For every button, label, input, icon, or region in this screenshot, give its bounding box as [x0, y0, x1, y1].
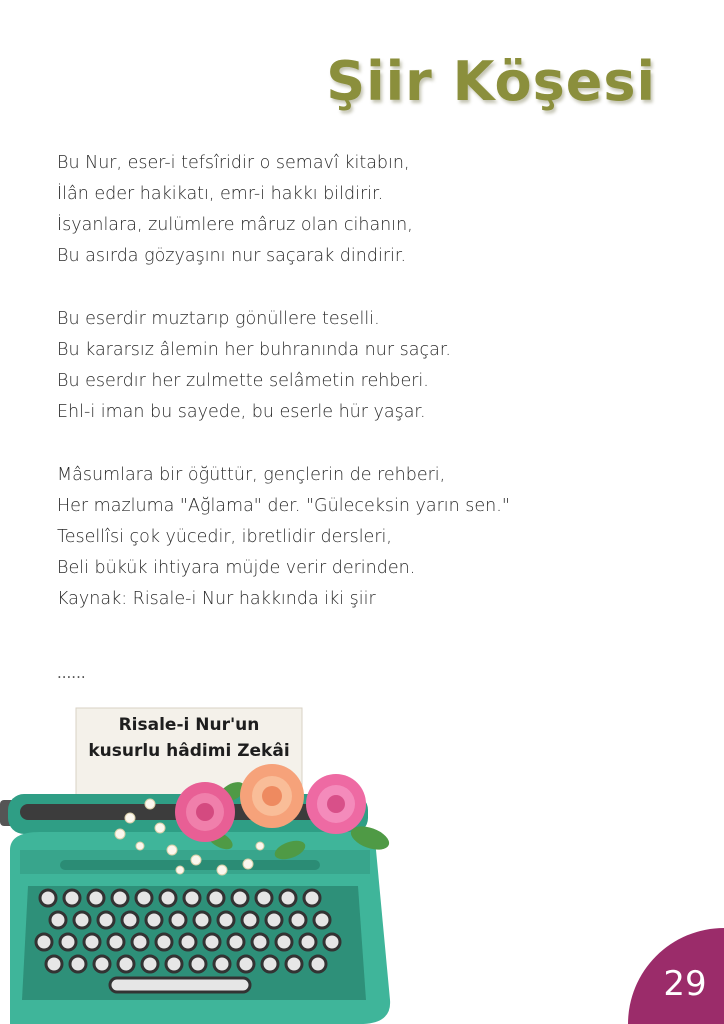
- page-number: 29: [663, 964, 707, 1004]
- page-title: Şiir Köşesi: [326, 50, 656, 113]
- poem-line: İsyanlara, zulümlere mâruz olan cihanın,: [57, 215, 413, 235]
- rose-center: [240, 764, 304, 828]
- poem-line: Ehl-i iman bu sayede, bu eserle hür yaşar.: [57, 402, 426, 422]
- rose-right: [306, 774, 366, 834]
- paper-caption-line: kusurlu hâdimi Zekâi: [88, 741, 290, 761]
- poem-line: Beli bükük ihtiyara müjde verir derinden.: [57, 558, 416, 578]
- poem: [57, 148, 677, 647]
- paper-caption: [76, 712, 302, 764]
- source-line: Kaynak: Risale-i Nur hakkında iki şiir: [57, 589, 376, 609]
- poem-line: Bu eserdir muztarıp gönüllere teselli.: [57, 309, 380, 329]
- poem-line: Mâsumlara bir öğüttür, gençlerin de rehberi,: [57, 465, 446, 485]
- stanza-2: [57, 304, 677, 428]
- poem-line: Bu Nur, eser-i tefsîridir o semavî kitabın,: [57, 153, 410, 173]
- poem-line: İlân eder hakikatı, emr-i hakkı bildirir.: [57, 184, 384, 204]
- ellipsis: ......: [57, 664, 86, 682]
- space-bar: [110, 978, 250, 992]
- stanza-1: [57, 148, 677, 272]
- paper-caption-line: Risale-i Nur'un: [118, 715, 260, 735]
- stanza-3: [57, 460, 677, 615]
- poem-line: Bu asırda gözyaşını nur saçarak dindirir.: [57, 246, 407, 266]
- poem-line: Tesellîsi çok yücedir, ibretlidir dersleri,: [57, 527, 392, 547]
- rose-left: [175, 782, 235, 842]
- poem-line: Her mazluma "Ağlama" der. "Güleceksin yarın sen.": [57, 496, 510, 516]
- poem-line: Bu eserdır her zulmette selâmetin rehberi.: [57, 371, 429, 391]
- poem-line: Bu kararsız âlemin her buhranında nur saçar.: [57, 340, 451, 360]
